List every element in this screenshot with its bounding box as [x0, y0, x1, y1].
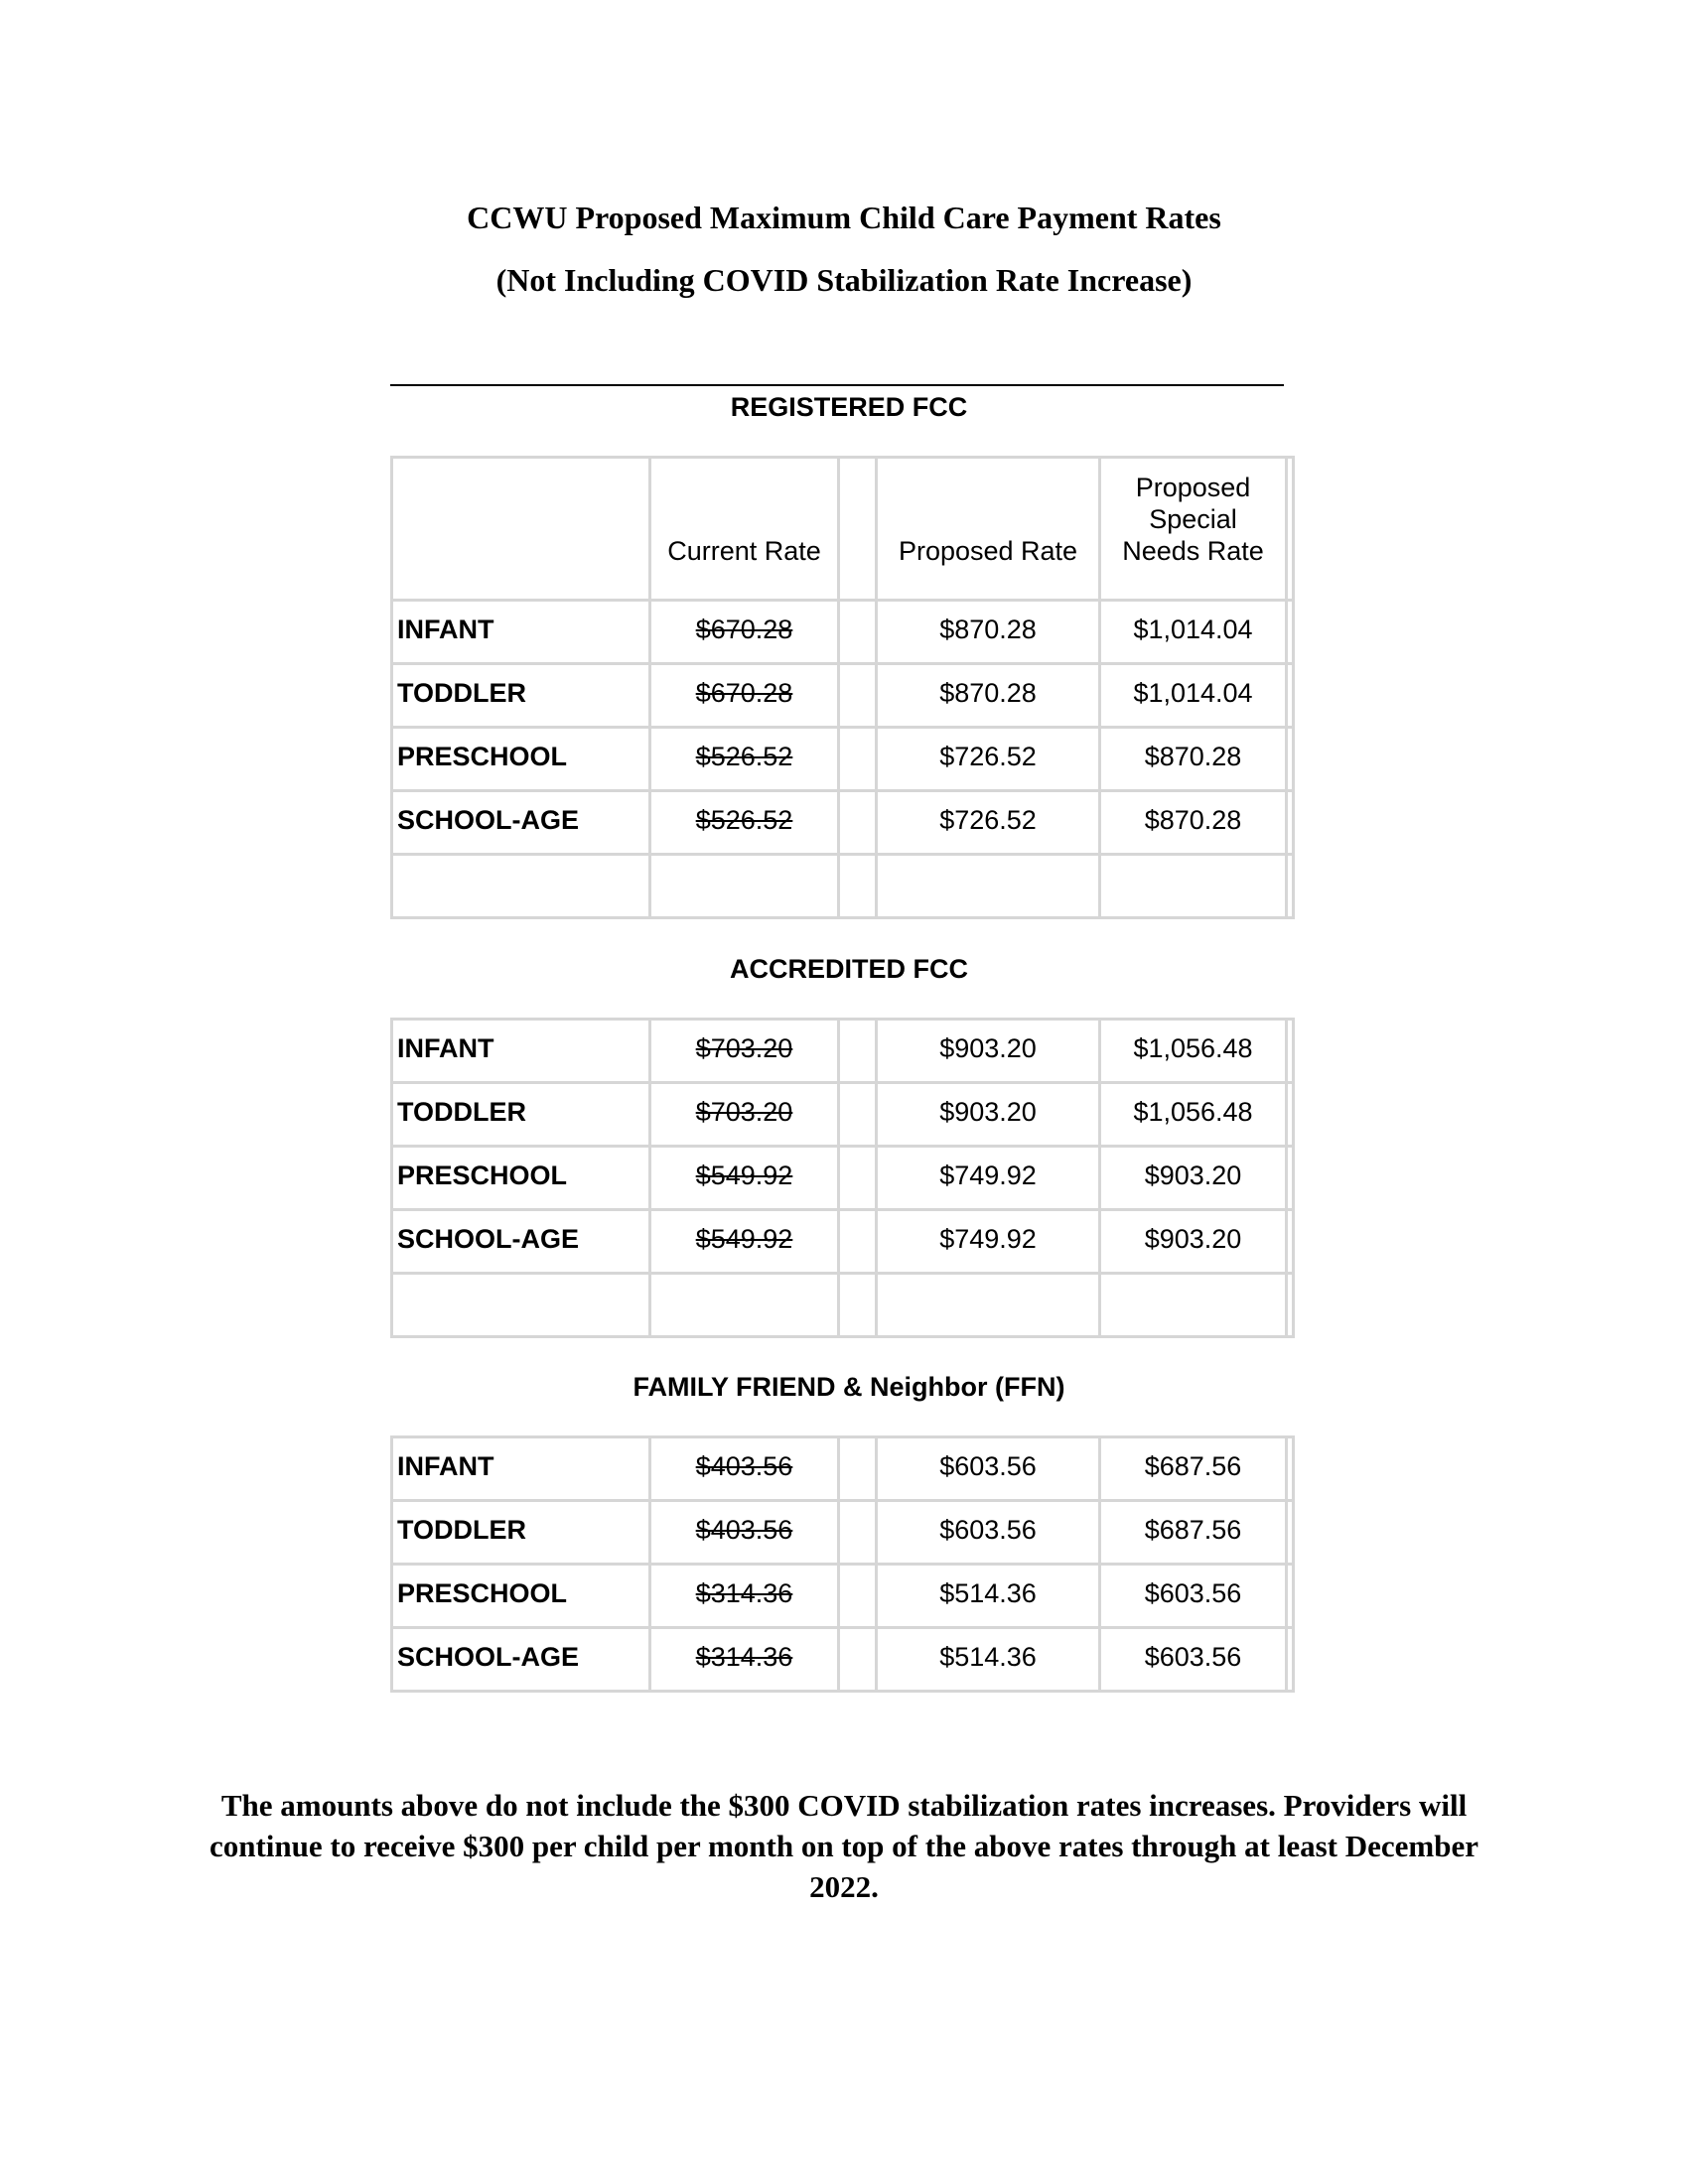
- table-row: [392, 1628, 1294, 1692]
- table-cell: [839, 1437, 877, 1501]
- table-cell: [1287, 664, 1294, 728]
- horizontal-rule: [390, 384, 1284, 386]
- table-cell: [839, 1020, 877, 1083]
- row-label: INFANT: [392, 1437, 650, 1501]
- row-label: TODDLER: [392, 1501, 650, 1565]
- table-cell: [1287, 1147, 1294, 1210]
- row-label: TODDLER: [392, 1083, 650, 1147]
- table-cell: [1287, 791, 1294, 855]
- table-row: [392, 1210, 1294, 1274]
- table-cell: [1100, 1274, 1287, 1337]
- special-needs-rate: $603.56: [1100, 1628, 1287, 1692]
- row-label: PRESCHOOL: [392, 1565, 650, 1628]
- current-rate: $526.52: [650, 791, 839, 855]
- proposed-rate: $603.56: [877, 1437, 1100, 1501]
- special-needs-rate: $1,014.04: [1100, 664, 1287, 728]
- proposed-rate: $514.36: [877, 1565, 1100, 1628]
- table-cell: [839, 664, 877, 728]
- table-cell: [1287, 855, 1294, 918]
- table-cell: [1287, 1274, 1294, 1337]
- table-row: [392, 728, 1294, 791]
- table-cell: [1287, 1501, 1294, 1565]
- table-cell: [1287, 1083, 1294, 1147]
- table-row: [392, 664, 1294, 728]
- table-cell: [650, 855, 839, 918]
- special-needs-rate: $687.56: [1100, 1437, 1287, 1501]
- table-cell: [839, 601, 877, 664]
- special-needs-rate: $1,056.48: [1100, 1020, 1287, 1083]
- table-cell: [1100, 855, 1287, 918]
- row-label: SCHOOL-AGE: [392, 1628, 650, 1692]
- table-cell: [839, 1565, 877, 1628]
- column-header-proposed: Proposed Rate: [877, 458, 1100, 601]
- current-rate: $314.36: [650, 1565, 839, 1628]
- row-label: SCHOOL-AGE: [392, 791, 650, 855]
- row-label: TODDLER: [392, 664, 650, 728]
- proposed-rate: $903.20: [877, 1020, 1100, 1083]
- section-heading-accredited: ACCREDITED FCC: [730, 954, 968, 984]
- row-label: PRESCHOOL: [392, 728, 650, 791]
- current-rate: $549.92: [650, 1147, 839, 1210]
- current-rate: $670.28: [650, 601, 839, 664]
- proposed-rate: $726.52: [877, 791, 1100, 855]
- current-rate: $670.28: [650, 664, 839, 728]
- table-cell: [392, 458, 650, 601]
- rates-table-accredited: [390, 1018, 1295, 1338]
- table-cell: [839, 791, 877, 855]
- table-row: [392, 1083, 1294, 1147]
- proposed-rate: $603.56: [877, 1501, 1100, 1565]
- table-row: [392, 1437, 1294, 1501]
- table-cell: [1287, 1628, 1294, 1692]
- proposed-rate: $903.20: [877, 1083, 1100, 1147]
- proposed-rate: $870.28: [877, 601, 1100, 664]
- section-heading-ffn: FAMILY FRIEND & Neighbor (FFN): [633, 1372, 1065, 1402]
- table-row: [392, 1565, 1294, 1628]
- empty-row: [392, 1274, 1294, 1337]
- proposed-rate: $749.92: [877, 1147, 1100, 1210]
- row-label: SCHOOL-AGE: [392, 1210, 650, 1274]
- table-cell: [839, 1210, 877, 1274]
- table-row: [392, 601, 1294, 664]
- special-needs-rate: $603.56: [1100, 1565, 1287, 1628]
- table-cell: [1287, 601, 1294, 664]
- current-rate: $703.20: [650, 1020, 839, 1083]
- page-subtitle: (Not Including COVID Stabilization Rate Increase): [495, 262, 1193, 298]
- table-cell: [1287, 1210, 1294, 1274]
- column-header-special: Proposed Special Needs Rate: [1100, 458, 1287, 601]
- special-needs-rate: $1,014.04: [1100, 601, 1287, 664]
- table-cell: [839, 1628, 877, 1692]
- row-label: INFANT: [392, 1020, 650, 1083]
- table-header-row: [392, 458, 1294, 601]
- special-needs-rate: $870.28: [1100, 728, 1287, 791]
- row-label: PRESCHOOL: [392, 1147, 650, 1210]
- column-header-current: Current Rate: [650, 458, 839, 601]
- page-title: CCWU Proposed Maximum Child Care Payment Rates: [467, 200, 1221, 235]
- table-cell: [839, 728, 877, 791]
- current-rate: $314.36: [650, 1628, 839, 1692]
- current-rate: $403.56: [650, 1437, 839, 1501]
- current-rate: $526.52: [650, 728, 839, 791]
- table-cell: [839, 1274, 877, 1337]
- row-label: INFANT: [392, 601, 650, 664]
- proposed-rate: $749.92: [877, 1210, 1100, 1274]
- proposed-rate: $870.28: [877, 664, 1100, 728]
- proposed-rate: $726.52: [877, 728, 1100, 791]
- current-rate: $549.92: [650, 1210, 839, 1274]
- table-cell: [392, 855, 650, 918]
- special-needs-rate: $903.20: [1100, 1147, 1287, 1210]
- special-needs-rate: $870.28: [1100, 791, 1287, 855]
- current-rate: $403.56: [650, 1501, 839, 1565]
- table-row: [392, 1501, 1294, 1565]
- empty-row: [392, 855, 1294, 918]
- table-cell: [392, 1274, 650, 1337]
- table-cell: [839, 458, 877, 601]
- rates-table-ffn: [390, 1435, 1295, 1693]
- special-needs-rate: $903.20: [1100, 1210, 1287, 1274]
- special-needs-rate: $687.56: [1100, 1501, 1287, 1565]
- current-rate: $703.20: [650, 1083, 839, 1147]
- table-cell: [839, 1147, 877, 1210]
- table-cell: [1287, 1020, 1294, 1083]
- table-row: [392, 1147, 1294, 1210]
- table-cell: [1287, 1437, 1294, 1501]
- footer-note: The amounts above do not include the $300 COVID stabilization rates increases. Providers will continue to receive $300 per child per month on top of the above rates through at least December 2022.: [209, 1788, 1479, 1904]
- table-row: [392, 791, 1294, 855]
- table-cell: [1287, 458, 1294, 601]
- special-needs-rate: $1,056.48: [1100, 1083, 1287, 1147]
- table-cell: [1287, 728, 1294, 791]
- rates-table-registered: [390, 456, 1295, 919]
- table-cell: [877, 1274, 1100, 1337]
- table-cell: [839, 855, 877, 918]
- section-heading-registered: REGISTERED FCC: [730, 392, 968, 422]
- table-cell: [839, 1083, 877, 1147]
- table-cell: [650, 1274, 839, 1337]
- table-cell: [1287, 1565, 1294, 1628]
- table-cell: [877, 855, 1100, 918]
- table-cell: [839, 1501, 877, 1565]
- table-row: [392, 1020, 1294, 1083]
- proposed-rate: $514.36: [877, 1628, 1100, 1692]
